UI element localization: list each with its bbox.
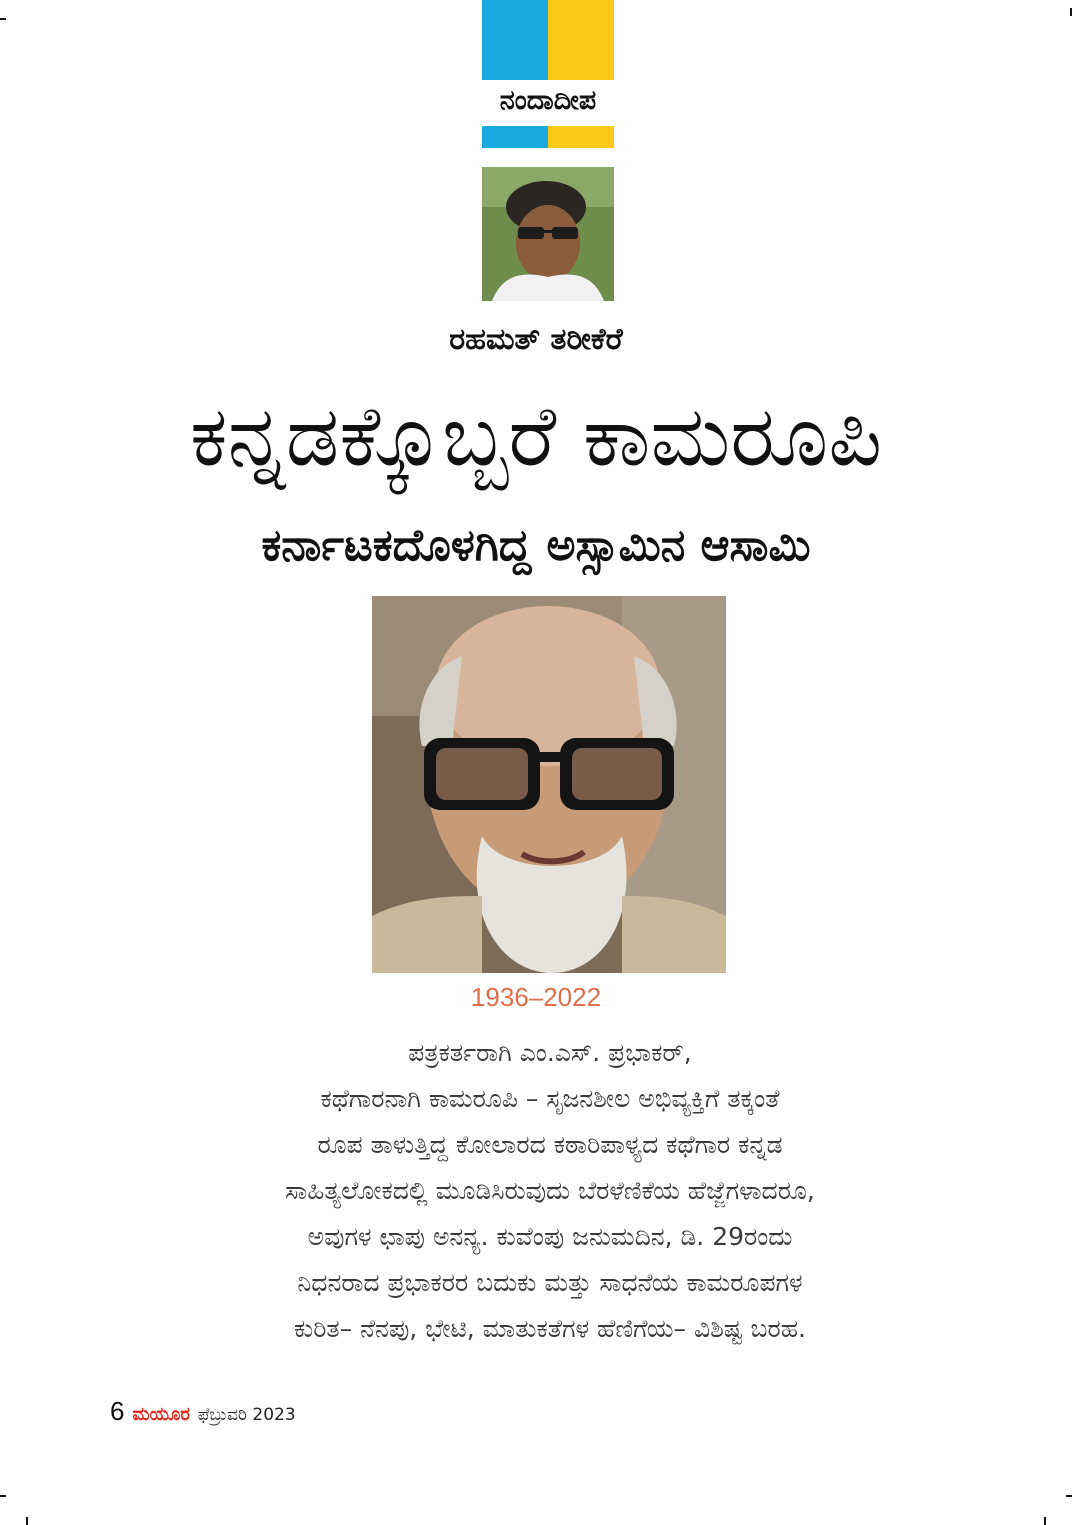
- column-logo: [482, 0, 614, 150]
- crop-mark: [0, 1495, 6, 1497]
- author-photo: [482, 167, 614, 301]
- life-years: 1936–2022: [470, 982, 602, 1012]
- magazine-name: ಮಯೂರ: [132, 1404, 190, 1425]
- author-portrait-image: [482, 167, 614, 301]
- intro-line: ಕುರಿತ– ನೆನಪು, ಭೇಟಿ, ಮಾತುಕತೆಗಳ ಹೆಣಿಗೆಯ– ವಿಶಿಷ್ಟ ಬರಹ.: [294, 1314, 806, 1343]
- intro-line: ಕಥೆಗಾರನಾಗಿ ಕಾಮರೂಪಿ – ಸೃಜನಶೀಲ ಅಭಿವ್ಯಕ್ತಿಗೆ ತಕ್ಕಂತೆ: [320, 1084, 780, 1113]
- page-folio: [110, 1396, 296, 1426]
- intro-line: ಅವುಗಳ ಛಾಪು ಅನನ್ಯ. ಕುವೆಂಪು ಜನುಮದಿನ, ಡಿ. 29ರಂದು: [307, 1222, 793, 1251]
- page-number: 6: [110, 1396, 125, 1426]
- issue-date: ಫೆಬ್ರುವರಿ 2023: [197, 1405, 296, 1425]
- crop-mark: [26, 1517, 28, 1525]
- column-logo-color-block: [482, 0, 614, 80]
- article-subheadline: ಕರ್ನಾಟಕದೊಳಗಿದ್ದ ಅಸ್ಸಾಮಿನ ಆಸಾಮಿ: [261, 520, 811, 571]
- subject-portrait-image: [372, 596, 726, 973]
- crop-mark: [1044, 1517, 1046, 1525]
- article-headline: ಕನ್ನಡಕ್ಕೊಬ್ಬರೆ ಕಾಮರೂಪಿ: [189, 387, 883, 485]
- intro-line: ನಿಧನರಾದ ಪ್ರಭಾಕರರ ಬದುಕು ಮತ್ತು ಸಾಧನೆಯ ಕಾಮರೂಪಗಳ: [297, 1268, 803, 1297]
- column-name: ನಂದಾದೀಪ: [499, 85, 597, 116]
- intro-line: ರೂಪ ತಾಳುತ್ತಿದ್ದ ಕೋಲಾರದ ಕಠಾರಿಪಾಳ್ಯದ ಕಥೆಗಾರ ಕನ್ನಡ: [317, 1130, 783, 1159]
- intro-line: ಪತ್ರಕರ್ತರಾಗಿ ಎಂ.ಎಸ್. ಪ್ರಭಾಕರ್,: [408, 1038, 692, 1067]
- subject-photo: [372, 596, 726, 973]
- article-intro: [140, 1030, 960, 1352]
- intro-line: ಸಾಹಿತ್ಯಲೋಕದಲ್ಲಿ ಮೂಡಿಸಿರುವುದು ಬೆರಳೆಣಿಕೆಯ ಹೆಜ್ಜೆಗಳಾದರೂ,: [285, 1176, 815, 1205]
- crop-mark: [0, 18, 6, 20]
- author-name: ರಹಮತ್ ತರೀಕೆರೆ: [449, 322, 623, 357]
- column-logo-color-strip: [482, 126, 614, 148]
- crop-mark: [1066, 1495, 1072, 1497]
